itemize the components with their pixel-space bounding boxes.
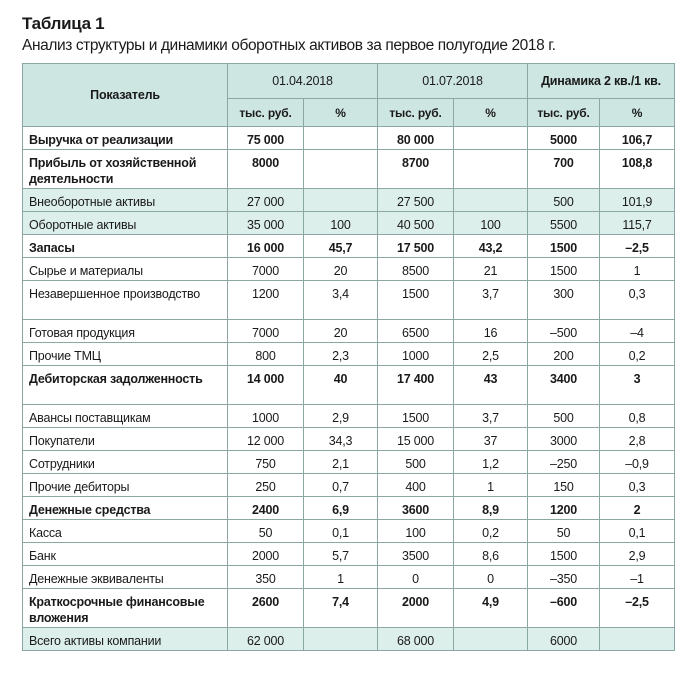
row-name: Незавершенное производство bbox=[23, 281, 228, 320]
pct-2018-04: 7,4 bbox=[304, 589, 378, 628]
value-2018-04: 8000 bbox=[228, 150, 304, 189]
table-row bbox=[23, 320, 675, 343]
pct-2018-04: 20 bbox=[304, 320, 378, 343]
pct-2018-07: 1,2 bbox=[454, 451, 528, 474]
value-2018-07: 27 500 bbox=[378, 189, 454, 212]
pct-2018-07: 43,2 bbox=[454, 235, 528, 258]
pct-2018-07: 1 bbox=[454, 474, 528, 497]
dynamics-value: –600 bbox=[528, 589, 600, 628]
table-row bbox=[23, 628, 675, 651]
pct-2018-07: 0 bbox=[454, 566, 528, 589]
dynamics-pct: 0,2 bbox=[600, 343, 675, 366]
table-body bbox=[23, 127, 675, 651]
dynamics-pct: 115,7 bbox=[600, 212, 675, 235]
dynamics-pct: 0,3 bbox=[600, 281, 675, 320]
row-name: Дебиторская задолженность bbox=[23, 366, 228, 405]
dynamics-pct: 106,7 bbox=[600, 127, 675, 150]
pct-2018-07: 4,9 bbox=[454, 589, 528, 628]
table-row bbox=[23, 235, 675, 258]
pct-2018-07: 21 bbox=[454, 258, 528, 281]
table-row bbox=[23, 281, 675, 320]
value-2018-07: 2000 bbox=[378, 589, 454, 628]
dynamics-value: 1500 bbox=[528, 258, 600, 281]
table-row bbox=[23, 212, 675, 235]
pct-2018-04: 20 bbox=[304, 258, 378, 281]
dynamics-value: 1200 bbox=[528, 497, 600, 520]
table-row bbox=[23, 520, 675, 543]
value-2018-04: 2600 bbox=[228, 589, 304, 628]
pct-2018-04: 100 bbox=[304, 212, 378, 235]
dynamics-value: –500 bbox=[528, 320, 600, 343]
pct-2018-07: 2,5 bbox=[454, 343, 528, 366]
pct-2018-04: 2,3 bbox=[304, 343, 378, 366]
pct-2018-07 bbox=[454, 189, 528, 212]
header-unit-pct-2: % bbox=[454, 99, 528, 127]
value-2018-04: 35 000 bbox=[228, 212, 304, 235]
pct-2018-04: 45,7 bbox=[304, 235, 378, 258]
dynamics-value: 500 bbox=[528, 405, 600, 428]
value-2018-07: 500 bbox=[378, 451, 454, 474]
table-row bbox=[23, 189, 675, 212]
dynamics-value: 500 bbox=[528, 189, 600, 212]
value-2018-04: 75 000 bbox=[228, 127, 304, 150]
table-row bbox=[23, 474, 675, 497]
pct-2018-07: 3,7 bbox=[454, 405, 528, 428]
value-2018-07: 3500 bbox=[378, 543, 454, 566]
header-indicator: Показатель bbox=[23, 64, 228, 127]
pct-2018-07 bbox=[454, 150, 528, 189]
row-name: Сырье и материалы bbox=[23, 258, 228, 281]
header-date-2: 01.07.2018 bbox=[378, 64, 528, 99]
value-2018-04: 1200 bbox=[228, 281, 304, 320]
row-name: Банк bbox=[23, 543, 228, 566]
assets-table bbox=[22, 63, 675, 651]
header-date-1: 01.04.2018 bbox=[228, 64, 378, 99]
pct-2018-04: 0,7 bbox=[304, 474, 378, 497]
header-unit-rub-2: тыс. руб. bbox=[378, 99, 454, 127]
pct-2018-04 bbox=[304, 189, 378, 212]
table-row bbox=[23, 366, 675, 405]
dynamics-pct: 0,1 bbox=[600, 520, 675, 543]
pct-2018-04: 1 bbox=[304, 566, 378, 589]
dynamics-value: 300 bbox=[528, 281, 600, 320]
value-2018-04: 50 bbox=[228, 520, 304, 543]
value-2018-07: 17 400 bbox=[378, 366, 454, 405]
row-name: Запасы bbox=[23, 235, 228, 258]
pct-2018-04: 2,9 bbox=[304, 405, 378, 428]
dynamics-pct: –2,5 bbox=[600, 235, 675, 258]
table-row bbox=[23, 543, 675, 566]
pct-2018-04: 6,9 bbox=[304, 497, 378, 520]
value-2018-04: 250 bbox=[228, 474, 304, 497]
row-name: Касса bbox=[23, 520, 228, 543]
table-row bbox=[23, 405, 675, 428]
table-row bbox=[23, 451, 675, 474]
value-2018-04: 7000 bbox=[228, 258, 304, 281]
value-2018-04: 2400 bbox=[228, 497, 304, 520]
value-2018-07: 1000 bbox=[378, 343, 454, 366]
dynamics-pct: 108,8 bbox=[600, 150, 675, 189]
dynamics-pct bbox=[600, 628, 675, 651]
pct-2018-04: 5,7 bbox=[304, 543, 378, 566]
value-2018-04: 27 000 bbox=[228, 189, 304, 212]
value-2018-04: 2000 bbox=[228, 543, 304, 566]
dynamics-pct: –1 bbox=[600, 566, 675, 589]
row-name: Сотрудники bbox=[23, 451, 228, 474]
table-row bbox=[23, 343, 675, 366]
row-name: Оборотные активы bbox=[23, 212, 228, 235]
value-2018-07: 400 bbox=[378, 474, 454, 497]
row-name: Готовая продукция bbox=[23, 320, 228, 343]
value-2018-04: 14 000 bbox=[228, 366, 304, 405]
value-2018-07: 1500 bbox=[378, 405, 454, 428]
dynamics-value: 50 bbox=[528, 520, 600, 543]
table-title: Анализ структуры и динамики оборотных активов за первое полугодие 2018 г. bbox=[22, 37, 556, 54]
table-label: Таблица 1 bbox=[22, 14, 105, 33]
pct-2018-04: 40 bbox=[304, 366, 378, 405]
row-name: Прочие дебиторы bbox=[23, 474, 228, 497]
value-2018-07: 0 bbox=[378, 566, 454, 589]
table-row bbox=[23, 566, 675, 589]
value-2018-04: 62 000 bbox=[228, 628, 304, 651]
dynamics-pct: 101,9 bbox=[600, 189, 675, 212]
header-unit-rub-3: тыс. руб. bbox=[528, 99, 600, 127]
pct-2018-07 bbox=[454, 127, 528, 150]
dynamics-value: 5000 bbox=[528, 127, 600, 150]
dynamics-value: –350 bbox=[528, 566, 600, 589]
dynamics-pct: 1 bbox=[600, 258, 675, 281]
dynamics-pct: 3 bbox=[600, 366, 675, 405]
table-row bbox=[23, 150, 675, 189]
row-name: Всего активы компании bbox=[23, 628, 228, 651]
dynamics-pct: –0,9 bbox=[600, 451, 675, 474]
dynamics-value: 1500 bbox=[528, 543, 600, 566]
value-2018-04: 350 bbox=[228, 566, 304, 589]
value-2018-07: 8700 bbox=[378, 150, 454, 189]
pct-2018-07 bbox=[454, 628, 528, 651]
pct-2018-04: 34,3 bbox=[304, 428, 378, 451]
value-2018-07: 1500 bbox=[378, 281, 454, 320]
pct-2018-04 bbox=[304, 628, 378, 651]
pct-2018-04 bbox=[304, 150, 378, 189]
pct-2018-04 bbox=[304, 127, 378, 150]
header-unit-pct-3: % bbox=[600, 99, 675, 127]
row-name: Прибыль от хозяйственной деятельности bbox=[23, 150, 228, 189]
pct-2018-07: 8,9 bbox=[454, 497, 528, 520]
dynamics-pct: 2,8 bbox=[600, 428, 675, 451]
header-unit-rub-1: тыс. руб. bbox=[228, 99, 304, 127]
row-name: Денежные эквиваленты bbox=[23, 566, 228, 589]
dynamics-value: 3000 bbox=[528, 428, 600, 451]
pct-2018-04: 2,1 bbox=[304, 451, 378, 474]
dynamics-pct: 0,8 bbox=[600, 405, 675, 428]
value-2018-07: 8500 bbox=[378, 258, 454, 281]
table-row bbox=[23, 589, 675, 628]
dynamics-value: 5500 bbox=[528, 212, 600, 235]
value-2018-04: 750 bbox=[228, 451, 304, 474]
row-name: Денежные средства bbox=[23, 497, 228, 520]
value-2018-07: 68 000 bbox=[378, 628, 454, 651]
value-2018-04: 16 000 bbox=[228, 235, 304, 258]
dynamics-value: 3400 bbox=[528, 366, 600, 405]
dynamics-pct: 2 bbox=[600, 497, 675, 520]
header-dynamics: Динамика 2 кв./1 кв. bbox=[528, 64, 675, 99]
value-2018-04: 1000 bbox=[228, 405, 304, 428]
pct-2018-07: 16 bbox=[454, 320, 528, 343]
dynamics-value: 700 bbox=[528, 150, 600, 189]
pct-2018-07: 0,2 bbox=[454, 520, 528, 543]
dynamics-value: 1500 bbox=[528, 235, 600, 258]
dynamics-pct: 0,3 bbox=[600, 474, 675, 497]
dynamics-value: 150 bbox=[528, 474, 600, 497]
value-2018-04: 12 000 bbox=[228, 428, 304, 451]
value-2018-07: 6500 bbox=[378, 320, 454, 343]
dynamics-pct: –4 bbox=[600, 320, 675, 343]
dynamics-pct: 2,9 bbox=[600, 543, 675, 566]
table-row bbox=[23, 497, 675, 520]
table-row bbox=[23, 258, 675, 281]
value-2018-04: 7000 bbox=[228, 320, 304, 343]
header-unit-pct-1: % bbox=[304, 99, 378, 127]
pct-2018-04: 0,1 bbox=[304, 520, 378, 543]
pct-2018-07: 100 bbox=[454, 212, 528, 235]
table-caption bbox=[22, 14, 692, 56]
dynamics-pct: –2,5 bbox=[600, 589, 675, 628]
row-name: Выручка от реализации bbox=[23, 127, 228, 150]
row-name: Краткосрочные финансовые вложения bbox=[23, 589, 228, 628]
table-row bbox=[23, 127, 675, 150]
row-name: Авансы поставщикам bbox=[23, 405, 228, 428]
pct-2018-07: 3,7 bbox=[454, 281, 528, 320]
value-2018-07: 3600 bbox=[378, 497, 454, 520]
pct-2018-07: 37 bbox=[454, 428, 528, 451]
value-2018-07: 40 500 bbox=[378, 212, 454, 235]
value-2018-04: 800 bbox=[228, 343, 304, 366]
value-2018-07: 15 000 bbox=[378, 428, 454, 451]
row-name: Внеоборотные активы bbox=[23, 189, 228, 212]
pct-2018-07: 43 bbox=[454, 366, 528, 405]
row-name: Прочие ТМЦ bbox=[23, 343, 228, 366]
table-row bbox=[23, 428, 675, 451]
row-name: Покупатели bbox=[23, 428, 228, 451]
value-2018-07: 17 500 bbox=[378, 235, 454, 258]
dynamics-value: –250 bbox=[528, 451, 600, 474]
dynamics-value: 6000 bbox=[528, 628, 600, 651]
dynamics-value: 200 bbox=[528, 343, 600, 366]
pct-2018-04: 3,4 bbox=[304, 281, 378, 320]
value-2018-07: 100 bbox=[378, 520, 454, 543]
pct-2018-07: 8,6 bbox=[454, 543, 528, 566]
value-2018-07: 80 000 bbox=[378, 127, 454, 150]
